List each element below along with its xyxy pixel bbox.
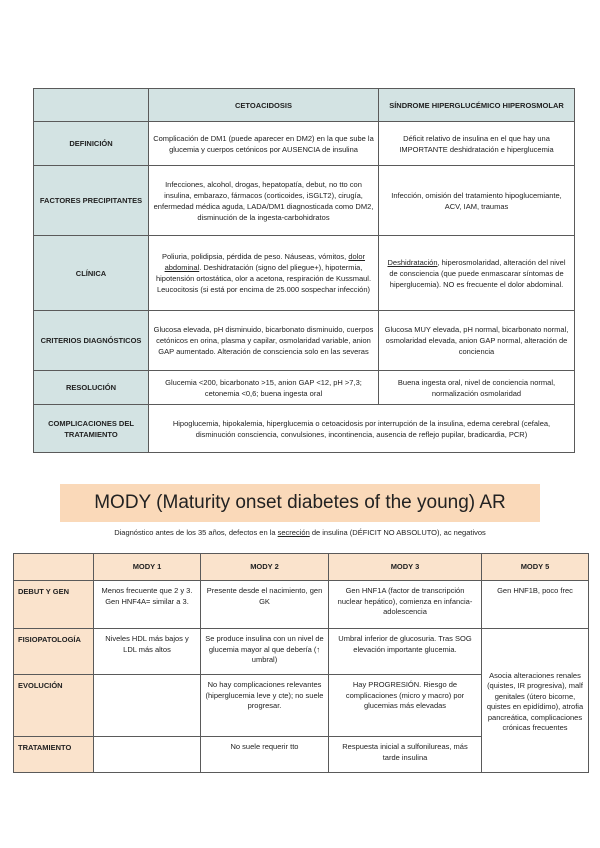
row-label: TRATAMIENTO [14, 737, 94, 773]
header-mody1: MODY 1 [94, 554, 201, 581]
header-mody2: MODY 2 [201, 554, 329, 581]
table-row [34, 405, 575, 453]
row-label: FISIOPATOLOGÍA [14, 629, 94, 675]
text: . Deshidratación (signo del pliegue+), hipotermia, hipotensión ortostática, olor a acetona, respiración de Kussmaul. Leucocitosis (si está por encima de 25.000 sospechar infección) [155, 263, 372, 294]
table-row [14, 581, 589, 629]
cell-ceto: Complicación de DM1 (puede aparecer en DM2) en la que sube la glucemia y cuerpos cetónicos por AUSENCIA de insulina [149, 122, 379, 166]
text: Diagnóstico antes de los 35 años, defectos en la [114, 528, 278, 537]
cell-mody3: Umbral inferior de glucosuria. Tras SOG elevación importante glucemia. [329, 629, 482, 675]
table-row [14, 629, 589, 675]
table-row [34, 236, 575, 311]
underlined-text: dolor abdominal [164, 252, 366, 272]
text: Poliuria, polidipsia, pérdida de peso. Náuseas, vómitos, [161, 252, 349, 261]
row-label: FACTORES PRECIPITANTES [34, 166, 149, 236]
cell-hiper: Déficit relativo de insulina en el que hay una IMPORTANTE deshidratación e hiperglucemia [379, 122, 575, 166]
cell-hiper: Infección, omisión del tratamiento hipoglucemiante, ACV, IAM, traumas [379, 166, 575, 236]
header-hiperosmolar: SÍNDROME HIPERGLUCÉMICO HIPEROSMOLAR [379, 89, 575, 122]
cell-mody2: No hay complicaciones relevantes (hiperglucemia leve y cte); no suele progresar. [201, 675, 329, 737]
row-label: EVOLUCIÓN [14, 675, 94, 737]
row-label: DEBUT Y GEN [14, 581, 94, 629]
cell-mody1: Menos frecuente que 2 y 3. Gen HNF4A= similar a 3. [94, 581, 201, 629]
header-empty [34, 89, 149, 122]
table-header-row [34, 89, 575, 122]
cell-mody2: No suele requerir tto [201, 737, 329, 773]
underlined-text: secreción [277, 528, 310, 537]
cell-mody2: Se produce insulina con un nivel de glucemia mayor al que debería (↑ umbral) [201, 629, 329, 675]
cell-mody1 [94, 737, 201, 773]
table-row [34, 371, 575, 405]
dka-hhs-comparison-table [33, 88, 575, 453]
mody-table [13, 553, 589, 773]
row-label: RESOLUCIÓN [34, 371, 149, 405]
row-label: DEFINICIÓN [34, 122, 149, 166]
text: de insulina (DÉFICIT NO ABSOLUTO), ac negativos [309, 528, 486, 537]
cell-mody1: Niveles HDL más bajos y LDL más altos [94, 629, 201, 675]
row-label: CLÍNICA [34, 236, 149, 311]
row-label: COMPLICACIONES DEL TRATAMIENTO [34, 405, 149, 453]
header-mody3: MODY 3 [329, 554, 482, 581]
header-cetoacidosis: CETOACIDOSIS [149, 89, 379, 122]
cell-ceto: Glucemia <200, bicarbonato >15, anion GAP <12, pH >7,3; cetonemia <0,6; buena ingesta oral [149, 371, 379, 405]
table-row [34, 166, 575, 236]
cell-mody2: Presente desde el nacimiento, gen GK [201, 581, 329, 629]
cell-hiper: Buena ingesta oral, nivel de conciencia normal, normalización osmolaridad [379, 371, 575, 405]
cell-hiper [379, 236, 575, 311]
underlined-text: Deshidratación [387, 257, 438, 267]
header-mody5: MODY 5 [482, 554, 589, 581]
text: , hiperosmolaridad, alteración del nivel de consciencia (que puede enmascarar síntomas de hiperglucemia). NO es frecuente el dolor abdominal. [389, 257, 566, 289]
cell-mody3: Respuesta inicial a sulfonilureas, más tarde insulina [329, 737, 482, 773]
header-empty [14, 554, 94, 581]
cell-mody3: Gen HNF1A (factor de transcripción nuclear hepático), comienza en infancia-adolescencia [329, 581, 482, 629]
cell-mody3: Hay PROGRESIÓN. Riesgo de complicaciones (micro y macro) por glucemias más elevadas [329, 675, 482, 737]
table-header-row [14, 554, 589, 581]
cell-ceto: Infecciones, alcohol, drogas, hepatopatía, debut, no tto con insulina, embarazo, fármacos (corticoides, iSGLT2), cirugía, enfermedad médica aguda, LADA/DM1 diagnosticada como DM2, disminución de la ingesta-carbohidratos [149, 166, 379, 236]
cell-hiper: Glucosa MUY elevada, pH normal, bicarbonato normal, osmolaridad elevada, anion GAP normal, alteración de conciencia [379, 311, 575, 371]
row-label: CRITERIOS DIAGNÓSTICOS [34, 311, 149, 371]
cell-mody5: Asocia alteraciones renales (quistes, IR progresiva), malf genitales (útero bicorne, quistes en epidídimo), atrofia pancreática, complicaciones crónicas frecuentes [482, 629, 589, 773]
cell-mody5: Gen HNF1B, poco frec [482, 581, 589, 629]
table-row [34, 311, 575, 371]
cell-mody1 [94, 675, 201, 737]
cell-ceto: Glucosa elevada, pH disminuido, bicarbonato disminuido, cuerpos cetónicos en orina, plasma y capilar, osmolaridad variable, anion GAP aumentado. Alteración de consciencia solo en las severas [149, 311, 379, 371]
cell-ceto [149, 236, 379, 311]
cell-complicaciones: Hipoglucemia, hipokalemia, hiperglucemia o cetoacidosis por interrupción de la insulina, edema cerebral (cefalea, disminución consciencia, convulsiones, incontinencia, ausencia de reflejo pupilar, bradicardia, PCR) [149, 405, 575, 453]
mody-title: MODY (Maturity onset diabetes of the young) AR [60, 484, 540, 522]
table-row [34, 122, 575, 166]
mody-subtitle [0, 528, 600, 537]
